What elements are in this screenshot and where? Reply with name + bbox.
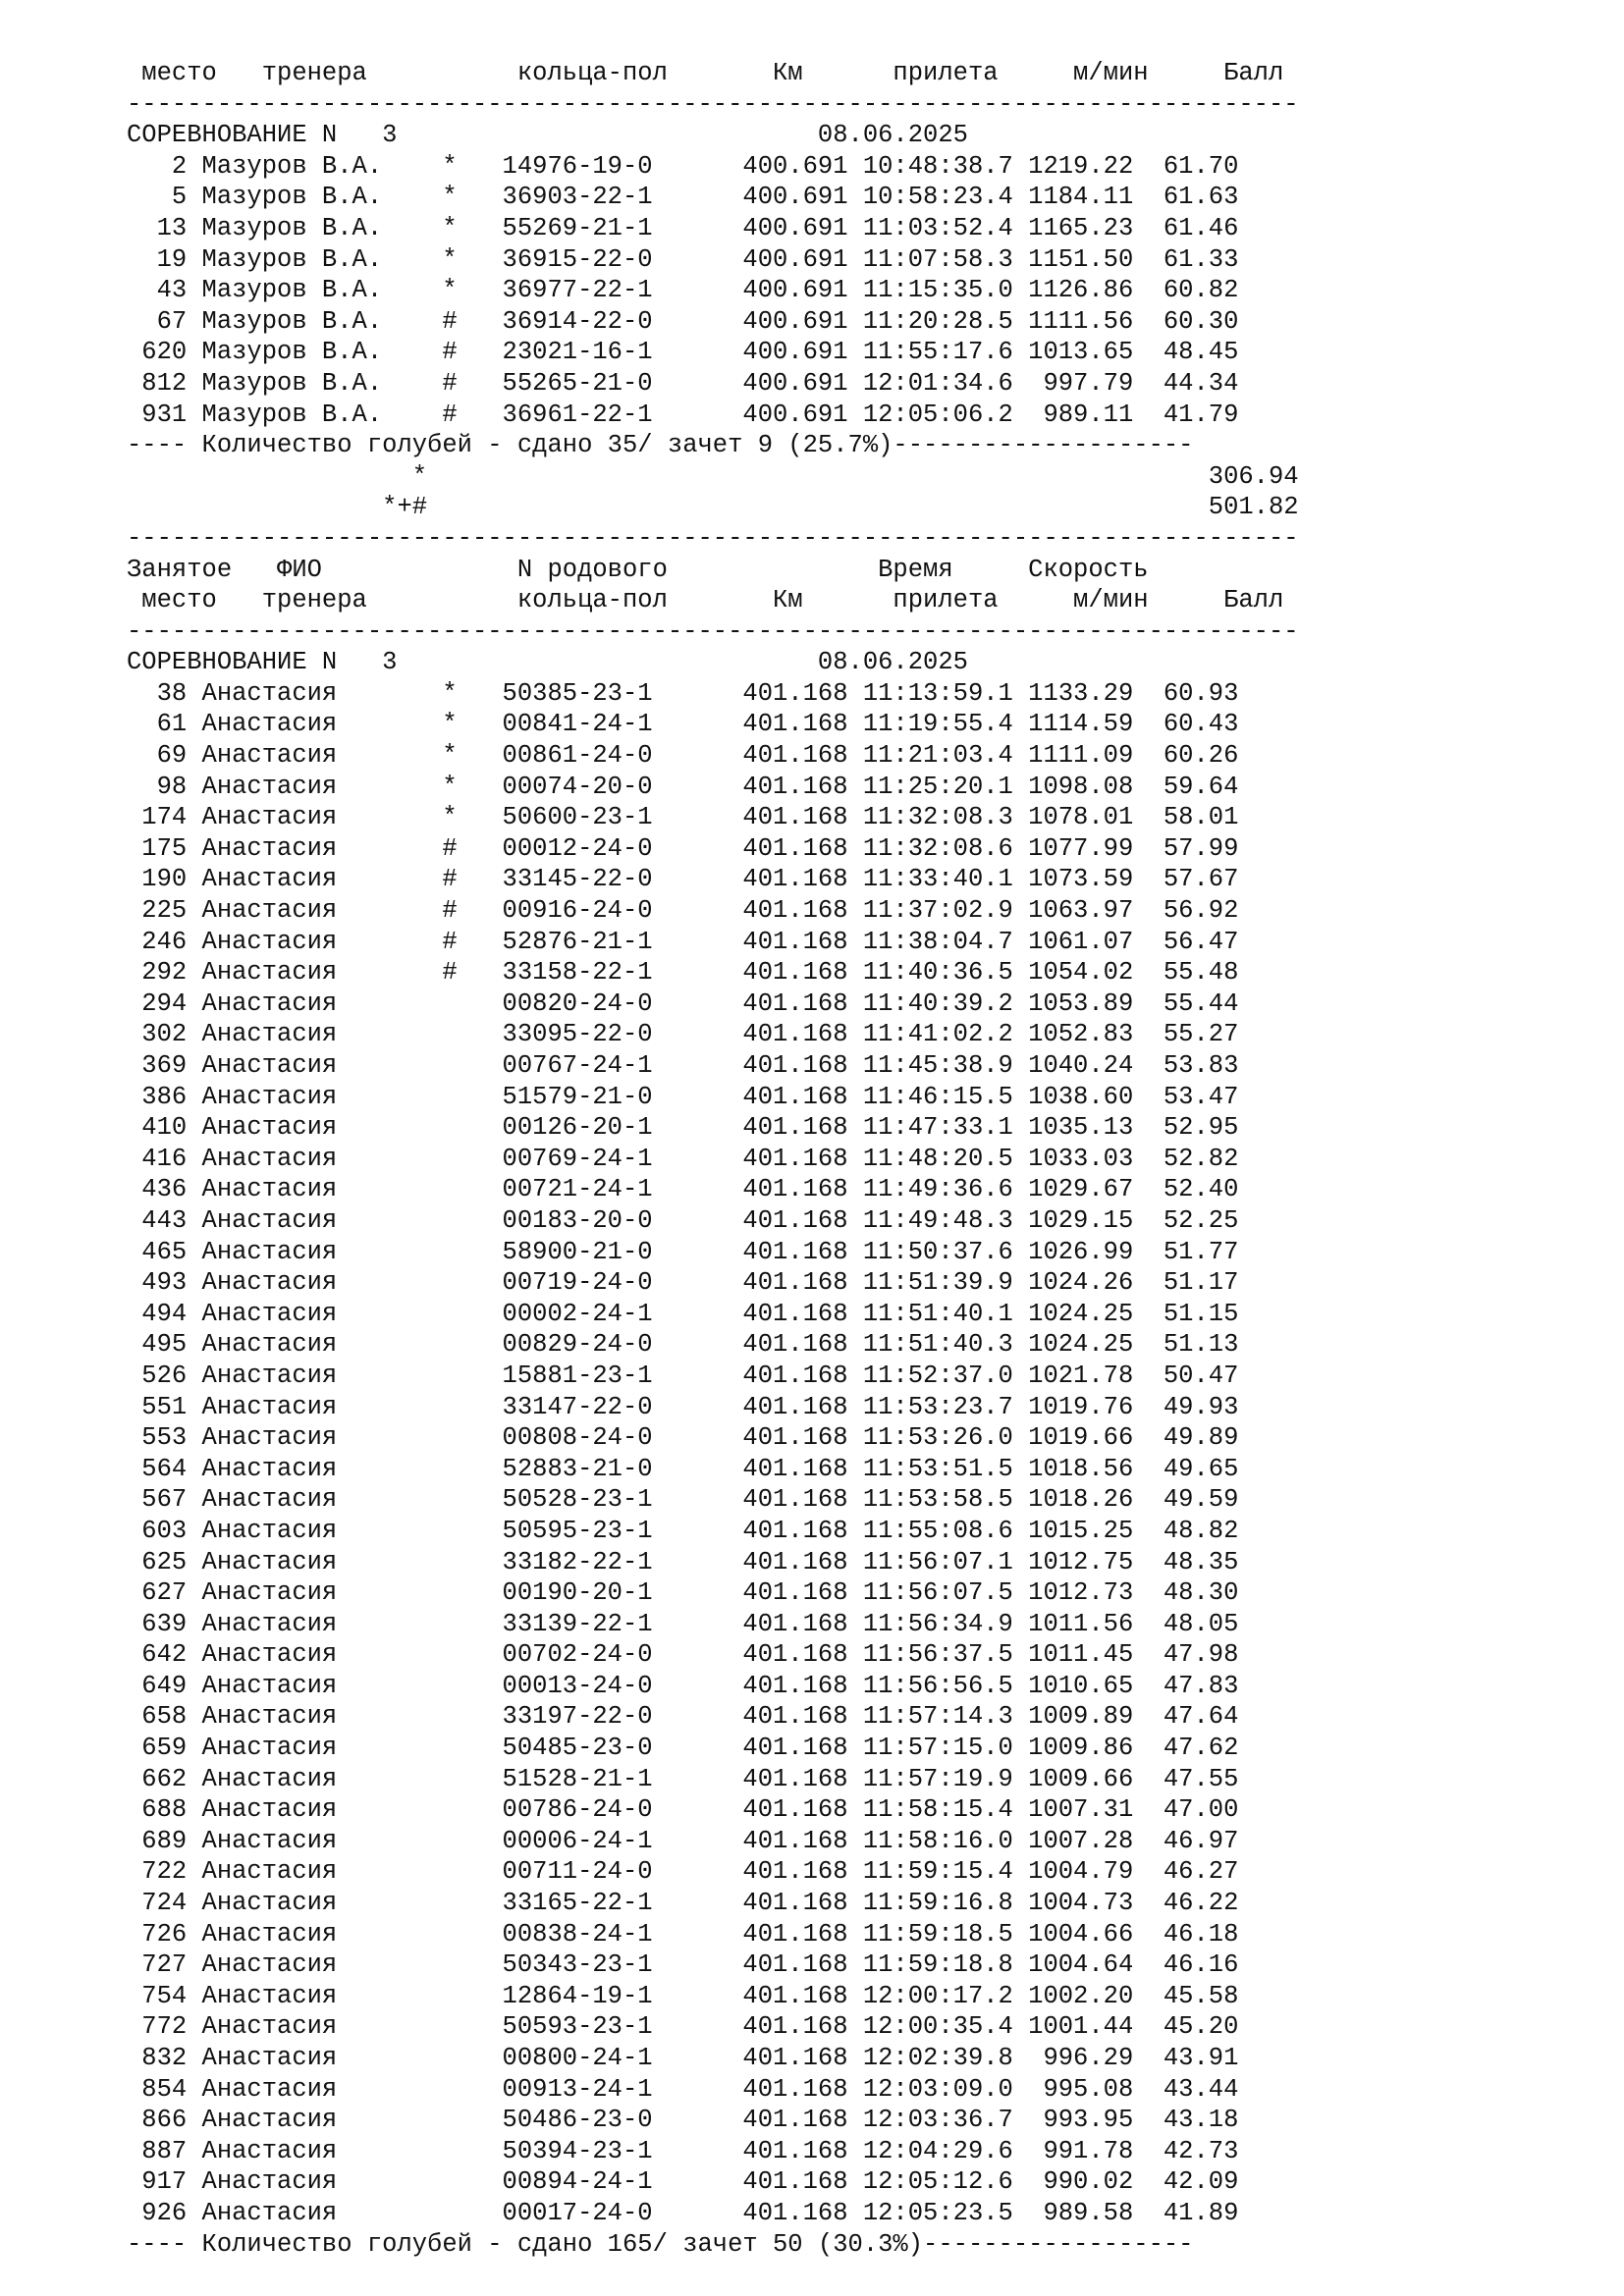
table-row: 722 Анастасия 00711-24-0 401.168 11:59:15.4 1004.79 46.27 — [127, 1857, 1239, 1887]
table-row: 174 Анастасия * 50600-23-1 401.168 11:32:08.3 1078.01 58.01 — [127, 803, 1239, 832]
summary-line: ---- Количество голубей - сдано 35/ зачет 9 (25.7%)-------------------- — [127, 431, 1194, 460]
table-row: 642 Анастасия 00702-24-0 401.168 11:56:37.5 1011.45 47.98 — [127, 1640, 1239, 1670]
table-row: 69 Анастасия * 00861-24-0 401.168 11:21:03.4 1111.09 60.26 — [127, 741, 1239, 771]
table-row: 620 Мазуров В.А. # 23021-16-1 400.691 11:55:17.6 1013.65 48.45 — [127, 338, 1239, 367]
table-row: 43 Мазуров В.А. * 36977-22-1 400.691 11:15:35.0 1126.86 60.82 — [127, 276, 1239, 305]
table-row: 175 Анастасия # 00012-24-0 401.168 11:32:08.6 1077.99 57.99 — [127, 833, 1239, 863]
table-row: 926 Анастасия 00017-24-0 401.168 12:05:23.5 989.58 41.89 — [127, 2198, 1239, 2227]
table-row: 754 Анастасия 12864-19-1 401.168 12:00:17.2 1002.20 45.58 — [127, 1981, 1239, 2010]
table-row: 410 Анастасия 00126-20-1 401.168 11:47:33.1 1035.13 52.95 — [127, 1113, 1239, 1143]
table-row: 772 Анастасия 50593-23-1 401.168 12:00:35.4 1001.44 45.20 — [127, 2012, 1239, 2042]
table-row: 13 Мазуров В.А. * 55269-21-1 400.691 11:03:52.4 1165.23 61.46 — [127, 213, 1239, 242]
table-row: 369 Анастасия 00767-24-1 401.168 11:45:38.9 1040.24 53.83 — [127, 1051, 1239, 1080]
separator-rule: ------------------------------------------------------------------------------ — [127, 89, 1299, 119]
competition-title: СОРЕВНОВАНИЕ N 3 08.06.2025 — [127, 648, 968, 677]
table-row: 19 Мазуров В.А. * 36915-22-0 400.691 11:07:58.3 1151.50 61.33 — [127, 244, 1239, 274]
table-row: 662 Анастасия 51528-21-1 401.168 11:57:19.9 1009.66 47.55 — [127, 1764, 1239, 1793]
table-row: 436 Анастасия 00721-24-1 401.168 11:49:36.6 1029.67 52.40 — [127, 1175, 1239, 1204]
table-row: 225 Анастасия # 00916-24-0 401.168 11:37:02.9 1063.97 56.92 — [127, 896, 1239, 926]
table-row: 294 Анастасия 00820-24-0 401.168 11:40:39.2 1053.89 55.44 — [127, 988, 1239, 1018]
table-row: 832 Анастасия 00800-24-1 401.168 12:02:39.8 996.29 43.91 — [127, 2044, 1239, 2072]
table-row: 854 Анастасия 00913-24-1 401.168 12:03:09.0 995.08 43.44 — [127, 2074, 1239, 2104]
table-row: 493 Анастасия 00719-24-0 401.168 11:51:39.9 1024.26 51.17 — [127, 1268, 1239, 1298]
table-row: 726 Анастасия 00838-24-1 401.168 11:59:18.5 1004.66 46.18 — [127, 1919, 1239, 1949]
table-row: 38 Анастасия * 50385-23-1 401.168 11:13:59.1 1133.29 60.93 — [127, 678, 1239, 708]
table-row: 67 Мазуров В.А. # 36914-22-0 400.691 11:20:28.5 1111.56 60.30 — [127, 306, 1239, 336]
table-row: 494 Анастасия 00002-24-1 401.168 11:51:40.1 1024.25 51.15 — [127, 1299, 1239, 1328]
table-row: 302 Анастасия 33095-22-0 401.168 11:41:02.2 1052.83 55.27 — [127, 1020, 1239, 1049]
table-row: 246 Анастасия # 52876-21-1 401.168 11:38:04.7 1061.07 56.47 — [127, 927, 1239, 956]
table-row: 443 Анастасия 00183-20-0 401.168 11:49:48.3 1029.15 52.25 — [127, 1205, 1239, 1235]
total-line: * 306.94 — [127, 461, 1299, 491]
table-row: 724 Анастасия 33165-22-1 401.168 11:59:16.8 1004.73 46.22 — [127, 1889, 1239, 1918]
table-row: 688 Анастасия 00786-24-0 401.168 11:58:15.4 1007.31 47.00 — [127, 1795, 1239, 1825]
summary-line: ---- Количество голубей - сдано 165/ зачет 50 (30.3%)------------------ — [127, 2229, 1194, 2259]
column-header: место тренера кольца-пол Км прилета м/мин Балл — [127, 59, 1284, 87]
table-row: 727 Анастасия 50343-23-1 401.168 11:59:18.8 1004.64 46.16 — [127, 1950, 1239, 1980]
table-row: 931 Мазуров В.А. # 36961-22-1 400.691 12:05:06.2 989.11 41.79 — [127, 400, 1239, 429]
separator-rule: ------------------------------------------------------------------------------ — [127, 616, 1299, 646]
table-row: 190 Анастасия # 33145-22-0 401.168 11:33:40.1 1073.59 57.67 — [127, 865, 1239, 894]
table-row: 61 Анастасия * 00841-24-1 401.168 11:19:55.4 1114.59 60.43 — [127, 710, 1239, 739]
table-row: 689 Анастасия 00006-24-1 401.168 11:58:16.0 1007.28 46.97 — [127, 1826, 1239, 1855]
table-row: 887 Анастасия 50394-23-1 401.168 12:04:29.6 991.78 42.73 — [127, 2136, 1239, 2165]
table-row: 659 Анастасия 50485-23-0 401.168 11:57:15.0 1009.86 47.62 — [127, 1734, 1239, 1763]
total-line: *+# 501.82 — [127, 493, 1299, 522]
table-row: 625 Анастасия 33182-22-1 401.168 11:56:07.1 1012.75 48.35 — [127, 1547, 1239, 1576]
table-row: 658 Анастасия 33197-22-0 401.168 11:57:14.3 1009.89 47.64 — [127, 1702, 1239, 1732]
table-row: 564 Анастасия 52883-21-0 401.168 11:53:51.5 1018.56 49.65 — [127, 1454, 1239, 1483]
table-row: 2 Мазуров В.А. * 14976-19-0 400.691 10:48:38.7 1219.22 61.70 — [127, 151, 1239, 181]
results-printout — [127, 58, 1299, 2260]
column-header: место тренера кольца-пол Км прилета м/мин Балл — [127, 586, 1284, 615]
table-row: 567 Анастасия 50528-23-1 401.168 11:53:58.5 1018.26 49.59 — [127, 1485, 1239, 1515]
separator-rule: ------------------------------------------------------------------------------ — [127, 523, 1299, 553]
competition-title: СОРЕВНОВАНИЕ N 3 08.06.2025 — [127, 121, 968, 150]
table-row: 917 Анастасия 00894-24-1 401.168 12:05:12.6 990.02 42.09 — [127, 2167, 1239, 2197]
table-row: 603 Анастасия 50595-23-1 401.168 11:55:08.6 1015.25 48.82 — [127, 1516, 1239, 1545]
table-row: 526 Анастасия 15881-23-1 401.168 11:52:37.0 1021.78 50.47 — [127, 1361, 1239, 1390]
table-row: 98 Анастасия * 00074-20-0 401.168 11:25:20.1 1098.08 59.64 — [127, 772, 1239, 801]
table-row: 639 Анастасия 33139-22-1 401.168 11:56:34.9 1011.56 48.05 — [127, 1609, 1239, 1638]
table-row: 649 Анастасия 00013-24-0 401.168 11:56:56.5 1010.65 47.83 — [127, 1671, 1239, 1700]
table-row: 627 Анастасия 00190-20-1 401.168 11:56:07.5 1012.73 48.30 — [127, 1578, 1239, 1608]
table-row: 416 Анастасия 00769-24-1 401.168 11:48:20.5 1033.03 52.82 — [127, 1144, 1239, 1173]
table-row: 812 Мазуров В.А. # 55265-21-0 400.691 12:01:34.6 997.79 44.34 — [127, 368, 1239, 398]
table-row: 866 Анастасия 50486-23-0 401.168 12:03:36.7 993.95 43.18 — [127, 2106, 1239, 2135]
table-row: 292 Анастасия # 33158-22-1 401.168 11:40:36.5 1054.02 55.48 — [127, 958, 1239, 988]
table-row: 495 Анастасия 00829-24-0 401.168 11:51:40.3 1024.25 51.13 — [127, 1330, 1239, 1360]
column-header: Занятое ФИО N родового Время Скорость — [127, 555, 1149, 584]
table-row: 465 Анастасия 58900-21-0 401.168 11:50:37.6 1026.99 51.77 — [127, 1237, 1239, 1266]
table-row: 553 Анастасия 00808-24-0 401.168 11:53:26.0 1019.66 49.89 — [127, 1423, 1239, 1453]
table-row: 386 Анастасия 51579-21-0 401.168 11:46:15.5 1038.60 53.47 — [127, 1082, 1239, 1111]
table-row: 5 Мазуров В.А. * 36903-22-1 400.691 10:58:23.4 1184.11 61.63 — [127, 183, 1239, 212]
table-row: 551 Анастасия 33147-22-0 401.168 11:53:23.7 1019.76 49.93 — [127, 1392, 1239, 1421]
